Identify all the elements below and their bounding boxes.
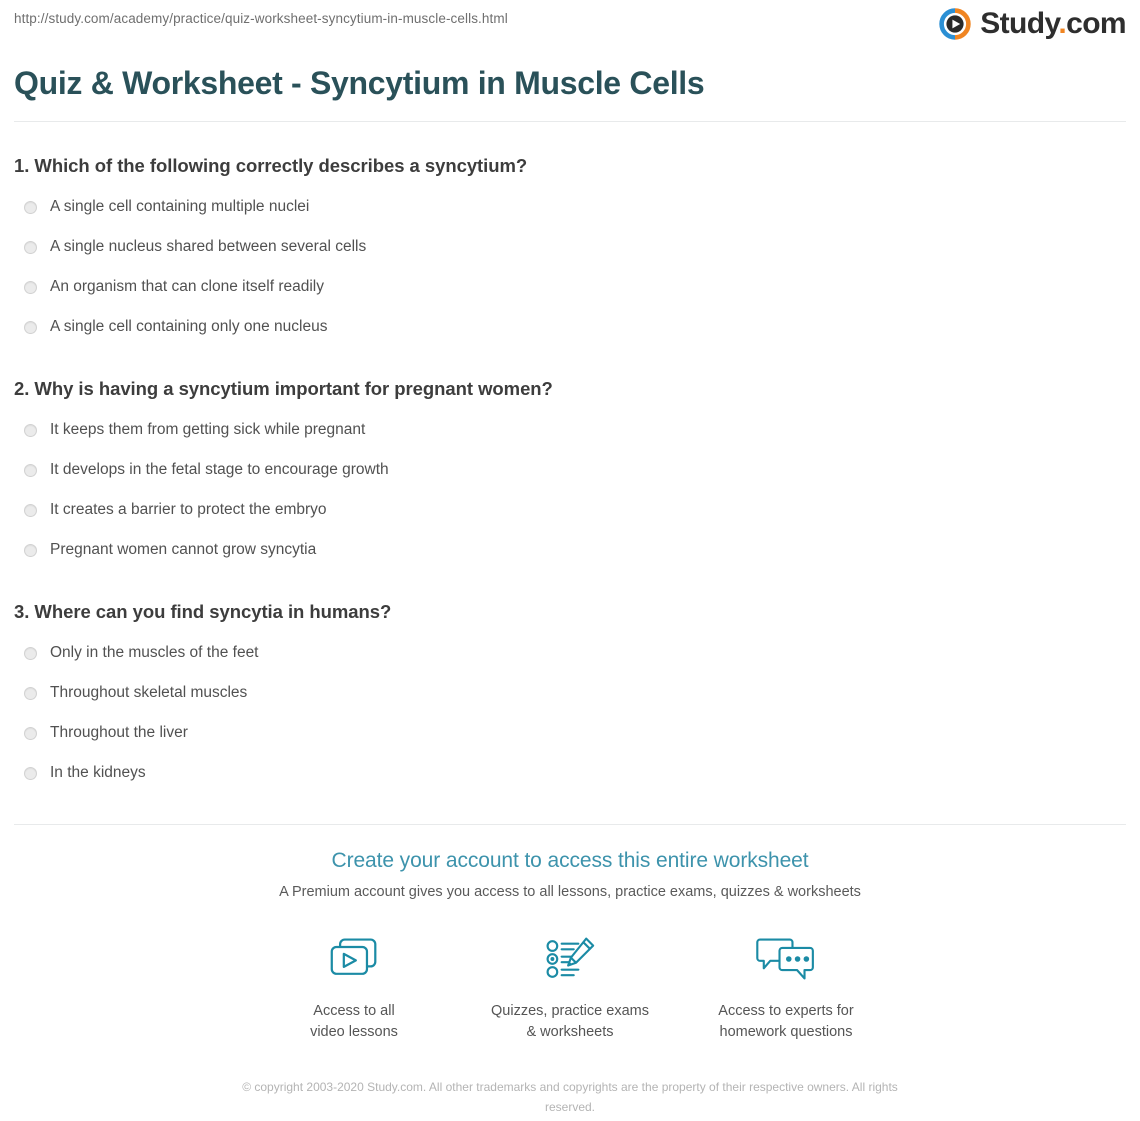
radio-button-icon[interactable] [24,504,37,517]
answer-option-label: In the kidneys [50,763,146,781]
answer-option[interactable] [14,673,1126,713]
radio-button-icon[interactable] [24,767,37,780]
answer-option[interactable] [14,410,1126,450]
answer-option-label: A single cell containing multiple nuclei [50,197,310,215]
title-divider [14,121,1126,122]
radio-button-icon[interactable] [24,727,37,740]
answer-option[interactable] [14,490,1126,530]
play-circle-icon [939,8,971,40]
question-2 [14,377,1126,570]
answer-option-label: An organism that can clone itself readily [50,277,324,295]
study-com-logo[interactable] [939,8,1126,40]
answer-option-label: A single nucleus shared between several cells [50,237,367,255]
feature-video-lessons [254,928,454,1042]
answer-option[interactable] [14,187,1126,227]
answer-option-label: Pregnant women cannot grow syncytia [50,540,317,558]
radio-button-icon[interactable] [24,544,37,557]
feature-list [0,928,1140,1042]
answer-options [14,187,1126,347]
answer-option[interactable] [14,267,1126,307]
feature-label-line1: Access to all [313,1003,395,1020]
answer-option[interactable] [14,307,1126,347]
answer-option[interactable] [14,450,1126,490]
answer-options [14,633,1126,793]
page-title: Quiz & Worksheet - Syncytium in Muscle Cells [14,65,705,101]
answer-option[interactable] [14,530,1126,570]
cta-heading[interactable]: Create your account to access this entire worksheet [331,849,809,873]
copyright-notice: © copyright 2003-2020 Study.com. All other trademarks and copyrights are the property of their respective owners. All rights reserved. [242,1080,898,1114]
feature-label-line2: video lessons [310,1023,398,1040]
answer-option[interactable] [14,713,1126,753]
question-text: 2. Why is having a syncytium important for pregnant women? [14,378,553,400]
question-1 [14,154,1126,347]
page-header [0,0,1140,58]
answer-option[interactable] [14,227,1126,267]
answer-option-label: A single cell containing only one nucleus [50,317,328,335]
answer-option-label: Throughout skeletal muscles [50,683,248,701]
logo-dot: . [1058,7,1067,40]
feature-expert-help [686,928,886,1042]
radio-button-icon[interactable] [24,464,37,477]
logo-wordmark [980,9,1126,39]
video-lessons-icon [254,928,454,990]
feature-label [254,1001,454,1042]
feature-label-line2: & worksheets [526,1023,614,1040]
create-account-cta [0,825,1140,1117]
radio-button-icon[interactable] [24,424,37,437]
radio-button-icon[interactable] [24,647,37,660]
answer-option-label: It keeps them from getting sick while pregnant [50,420,366,438]
answer-options [14,410,1126,570]
answer-option[interactable] [14,633,1126,673]
radio-button-icon[interactable] [24,201,37,214]
radio-button-icon[interactable] [24,687,37,700]
answer-option-label: It creates a barrier to protect the embryo [50,500,327,518]
chat-bubbles-icon [686,928,886,990]
logo-word-com: com [1066,7,1126,40]
answer-option-label: It develops in the fetal stage to encourage growth [50,460,389,478]
radio-button-icon[interactable] [24,241,37,254]
feature-label-line1: Quizzes, practice exams [491,1003,649,1020]
question-3 [14,600,1126,793]
questions-list [0,154,1140,793]
logo-word-study: Study [980,7,1059,40]
radio-button-icon[interactable] [24,281,37,294]
feature-label-line1: Access to experts for [718,1003,854,1020]
page-url: http://study.com/academy/practice/quiz-worksheet-syncytium-in-muscle-cells.html [14,11,508,26]
feature-quizzes-worksheets [470,928,670,1042]
quiz-checklist-pencil-icon [470,928,670,990]
radio-button-icon[interactable] [24,321,37,334]
feature-label [686,1001,886,1042]
answer-option-label: Only in the muscles of the feet [50,643,259,661]
feature-label-line2: homework questions [719,1023,853,1040]
feature-label [470,1001,670,1042]
answer-option[interactable] [14,753,1126,793]
question-text: 1. Which of the following correctly describes a syncytium? [14,155,528,177]
answer-option-label: Throughout the liver [50,723,188,741]
cta-subheading: A Premium account gives you access to all lessons, practice exams, quizzes & worksheets [279,884,861,901]
question-text: 3. Where can you find syncytia in humans? [14,601,392,623]
